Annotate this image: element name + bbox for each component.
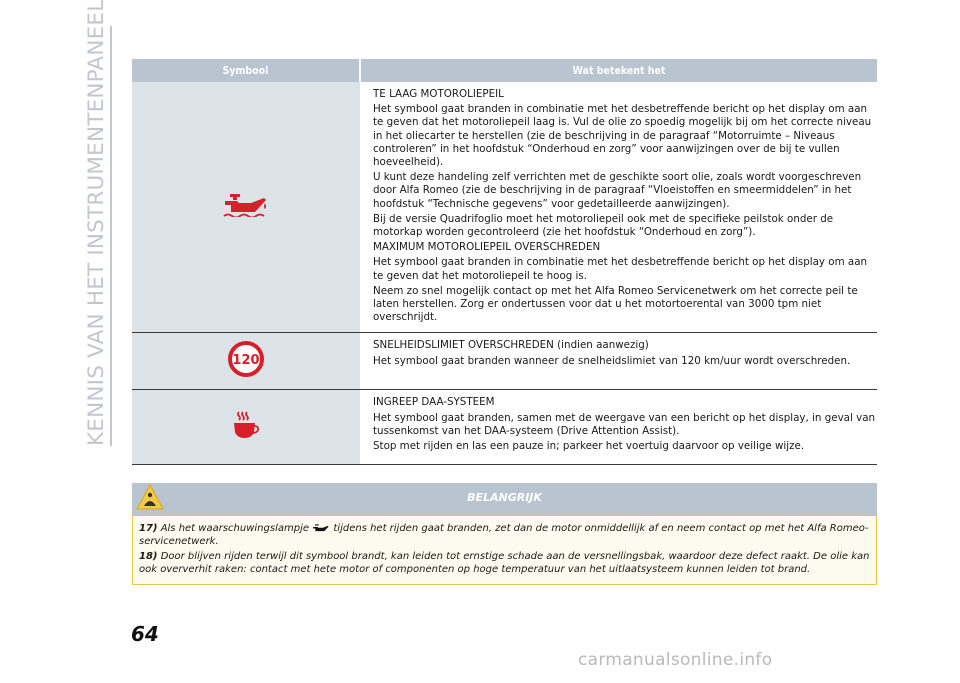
page-number: 64 bbox=[131, 622, 159, 646]
paragraph: Het symbool gaat branden in combinatie met het desbetreffende bericht op het display om aan te geven dat het motoroliepeil laag is. Vul de olie zo spoedig mogelijk bij om het correcte niveau in het oliecarter te herstellen (zie de beschrijving in de paragraaf “Motorruimte – Niveaus controleren” in het hoofdstuk “Onderhoud en zorg” voor aanwijzingen over de bij te vullen hoeveelheid). bbox=[373, 103, 872, 169]
paragraph: U kunt deze handeling zelf verrichten met de geschikte soort olie, zoals wordt voorgeschreven door Alfa Romeo (zie de beschrijving in de paragraaf “Vloeistoffen en smeermiddelen” in het hoofdstuk “Technische gegevens” voor gedetailleerde aanwijzingen). bbox=[373, 171, 862, 210]
note-17 bbox=[139, 522, 870, 548]
note-number: 18) bbox=[139, 551, 158, 562]
paragraph: Bij de versie Quadrifoglio moet het motoroliepeil ook met de specifieke peilstok onder de motorkap worden gecontroleerd (zie het hoofdstuk “Onderhoud en zorg”). bbox=[373, 212, 834, 239]
paragraph: Neem zo snel mogelijk contact op met het Alfa Romeo Servicenetwerk om het correcte peil te laten herstellen. Zorg er ondertussen voor dat u het motortoerental van 3000 tpm niet overschrijdt. bbox=[373, 284, 858, 324]
note-18 bbox=[139, 550, 870, 576]
speed-limit-120-icon bbox=[228, 341, 264, 377]
paragraph: INGREEP DAA-SYSTEEM bbox=[373, 396, 495, 409]
important-box-title: BELANGRIJK bbox=[132, 483, 877, 515]
header-meaning: Wat betekent het bbox=[360, 59, 877, 82]
watermark: carmanualsonline.info bbox=[578, 650, 773, 670]
speed-limit-value: 120 bbox=[232, 353, 260, 369]
warning-driver-icon bbox=[136, 484, 164, 510]
header-symbol: Symbool bbox=[132, 59, 360, 82]
paragraph: MAXIMUM MOTOROLIEPEIL OVERSCHREDEN bbox=[373, 241, 601, 254]
coffee-cup-icon bbox=[231, 410, 261, 440]
paragraph: Het symbool gaat branden, samen met de weergave van een bericht op het display, in geval van tussenkomst van het DAA-systeem (Drive Attention Assist). bbox=[373, 411, 876, 437]
table-row bbox=[132, 390, 877, 465]
paragraph: Het symbool gaat branden wanneer de snelheidslimiet van 120 km/uur wordt overschreden. bbox=[373, 354, 851, 367]
table-row bbox=[132, 333, 877, 390]
important-notes bbox=[132, 515, 877, 585]
paragraph: Het symbool gaat branden in combinatie met het desbetreffende bericht op het display om aan te geven dat het motoroliepeil te hoog is. bbox=[373, 256, 868, 282]
note-text: tijdens het rijden gaat branden, zet dan de motor onmiddellijk af en neem contact op met het Alfa Romeo-servicenetwerk. bbox=[139, 523, 869, 547]
symbol-table bbox=[132, 59, 877, 465]
meaning-cell bbox=[360, 82, 877, 333]
oil-can-warning-icon bbox=[223, 193, 269, 217]
symbol-cell bbox=[132, 390, 360, 465]
paragraph: TE LAAG MOTOROLIEPEIL bbox=[373, 88, 504, 100]
paragraph: Stop met rijden en las een pauze in; parkeer het voertuig daarvoor op veilige wijze. bbox=[373, 440, 805, 453]
note-number: 17) bbox=[139, 523, 158, 534]
note-text: Als het waarschuwingslampje bbox=[160, 523, 309, 534]
note-text: Door blijven rijden terwijl dit symbool brandt, kan leiden tot ernstige schade aan de versnellingsbak, waardoor deze defect raakt. De olie kan ook oververhit raken: contact met hete motor of componenten op hoge temperatuur van het uitlaatsysteem kunnen leiden tot brand. bbox=[139, 551, 870, 575]
table-row bbox=[132, 82, 877, 333]
paragraph: SNELHEIDSLIMIET OVERSCHREDEN (indien aanwezig) bbox=[373, 339, 649, 352]
oil-can-warning-icon bbox=[312, 524, 330, 533]
chapter-side-title: KENNIS VAN HET INSTRUMENTENPANEEL bbox=[82, 26, 112, 446]
meaning-cell bbox=[360, 390, 877, 465]
symbol-cell bbox=[132, 82, 360, 333]
symbol-cell bbox=[132, 333, 360, 390]
meaning-cell bbox=[360, 333, 877, 390]
